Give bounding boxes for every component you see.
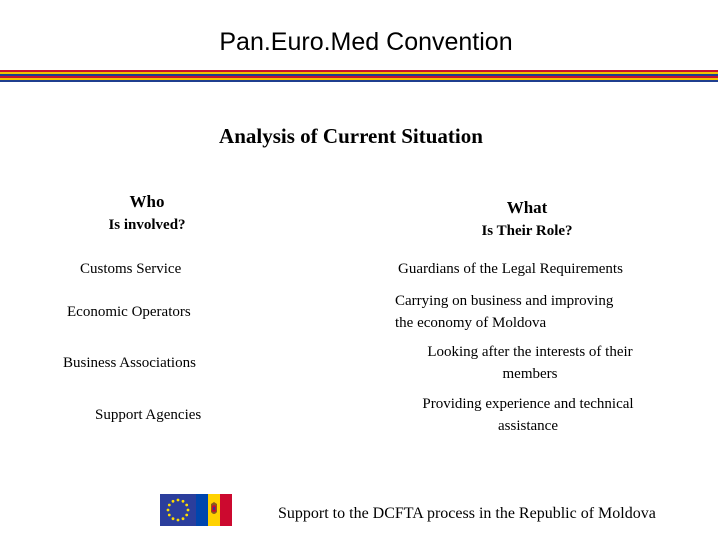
row-2-who: Economic Operators [67,304,191,320]
row-3-what-line1: Looking after the interests of their [427,344,633,360]
row-3-what-line2: members [502,366,558,382]
row-4-what-line1: Providing experience and technical [422,396,634,412]
row-3-who: Business Associations [63,355,196,371]
row-4-who: Support Agencies [95,407,202,423]
flags-logo [160,494,232,526]
what-header-line2: Is Their Role? [481,223,573,239]
what-column-header [432,197,622,242]
who-column-header [72,191,222,236]
row-2-what-line1: Carrying on business and improving [395,293,614,309]
row-1-who: Customs Service [80,261,182,277]
tricolor-stripes-divider [0,70,718,83]
who-header-line2: Is involved? [108,217,186,233]
what-header-line1: What [506,198,548,217]
row-2-what-line2: the economy of Moldova [395,315,547,331]
who-header-line1: Who [129,192,165,211]
header-title: Pan.Euro.Med Convention [219,28,513,56]
section-title: Analysis of Current Situation [219,124,483,148]
eu-flag-icon [160,494,196,526]
row-4-what-line2: assistance [498,418,558,434]
footer-text: Support to the DCFTA process in the Republic of Moldova [278,505,656,522]
row-1-what-line1: Guardians of the Legal Requirements [398,261,623,277]
moldova-flag-icon [196,494,232,526]
